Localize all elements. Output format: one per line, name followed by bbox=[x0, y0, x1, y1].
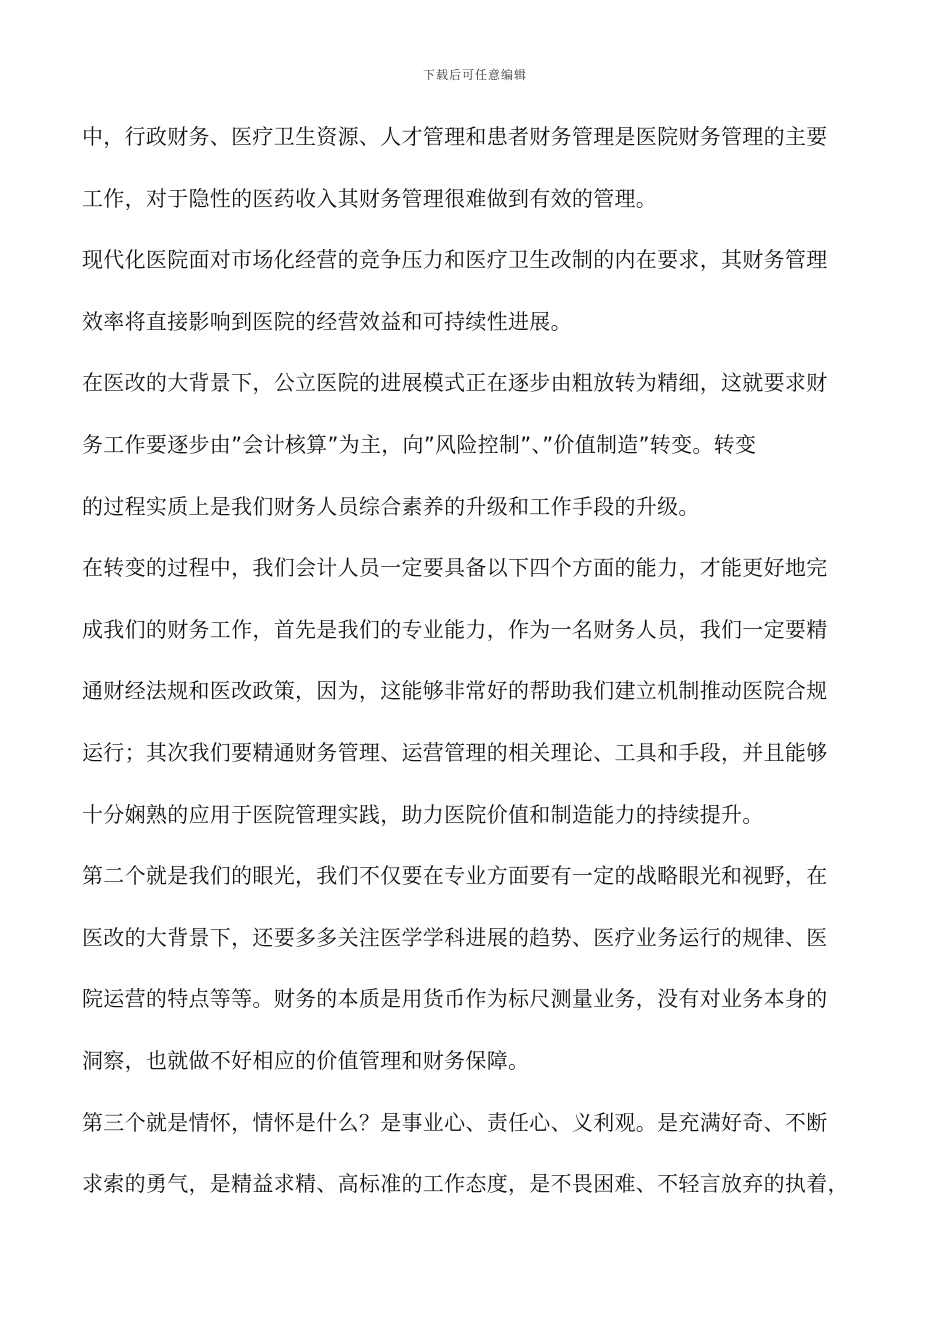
text-line: 在医改的大背景下，公立医院的进展模式正在逐步由粗放转为精细，这就要求财 bbox=[82, 371, 828, 396]
text-line: 洞察，也就做不好相应的价值管理和财务保障。 bbox=[82, 1048, 530, 1073]
text-line: 现代化医院面对市场化经营的竞争压力和医疗卫生改制的内在要求，其财务管理 bbox=[82, 248, 828, 273]
text-line: 工作，对于隐性的医药收入其财务管理很难做到有效的管理。 bbox=[82, 186, 658, 211]
text-line: 中，行政财务、医疗卫生资源、人才管理和患者财务管理是医院财务管理的主要 bbox=[82, 125, 828, 149]
text-line: 求索的勇气，是精益求精、高标准的工作态度，是不畏困难、不轻言放弃的执着， bbox=[82, 1172, 849, 1197]
text-line: 院运营的特点等等。财务的本质是用货币作为标尺测量业务，没有对业务本身的 bbox=[82, 987, 828, 1012]
text-line: 的过程实质上是我们财务人员综合素养的升级和工作手段的升级。 bbox=[82, 494, 700, 519]
text-line: 第三个就是情怀，情怀是什么？是事业心、责任心、义利观。是充满好奇、不断 bbox=[82, 1110, 828, 1135]
text-line: 医改的大背景下，还要多多关注医学学科进展的趋势、医疗业务运行的规律、医 bbox=[82, 925, 828, 950]
text-line: 成我们的财务工作，首先是我们的专业能力，作为一名财务人员，我们一定要精 bbox=[82, 617, 828, 642]
text-line: 务工作要逐步由”会计核算”为主，向”风险控制”、”价值制造”转变。转变 bbox=[82, 432, 757, 457]
page-header: 下载后可任意编辑 bbox=[422, 68, 527, 82]
text-line: 十分娴熟的应用于医院管理实践，助力医院价值和制造能力的持续提升。 bbox=[82, 802, 764, 827]
text-line: 通财经法规和医改政策，因为，这能够非常好的帮助我们建立机制推动医院合规 bbox=[82, 679, 828, 704]
text-line: 在转变的过程中，我们会计人员一定要具备以下四个方面的能力，才能更好地完 bbox=[82, 556, 828, 581]
text-line: 运行；其次我们要精通财务管理、运营管理的相关理论、工具和手段，并且能够 bbox=[82, 740, 828, 765]
text-line: 效率将直接影响到医院的经营效益和可持续性进展。 bbox=[82, 309, 572, 334]
body-text bbox=[82, 114, 868, 1223]
text-line: 第二个就是我们的眼光，我们不仅要在专业方面要有一定的战略眼光和视野，在 bbox=[82, 864, 828, 889]
